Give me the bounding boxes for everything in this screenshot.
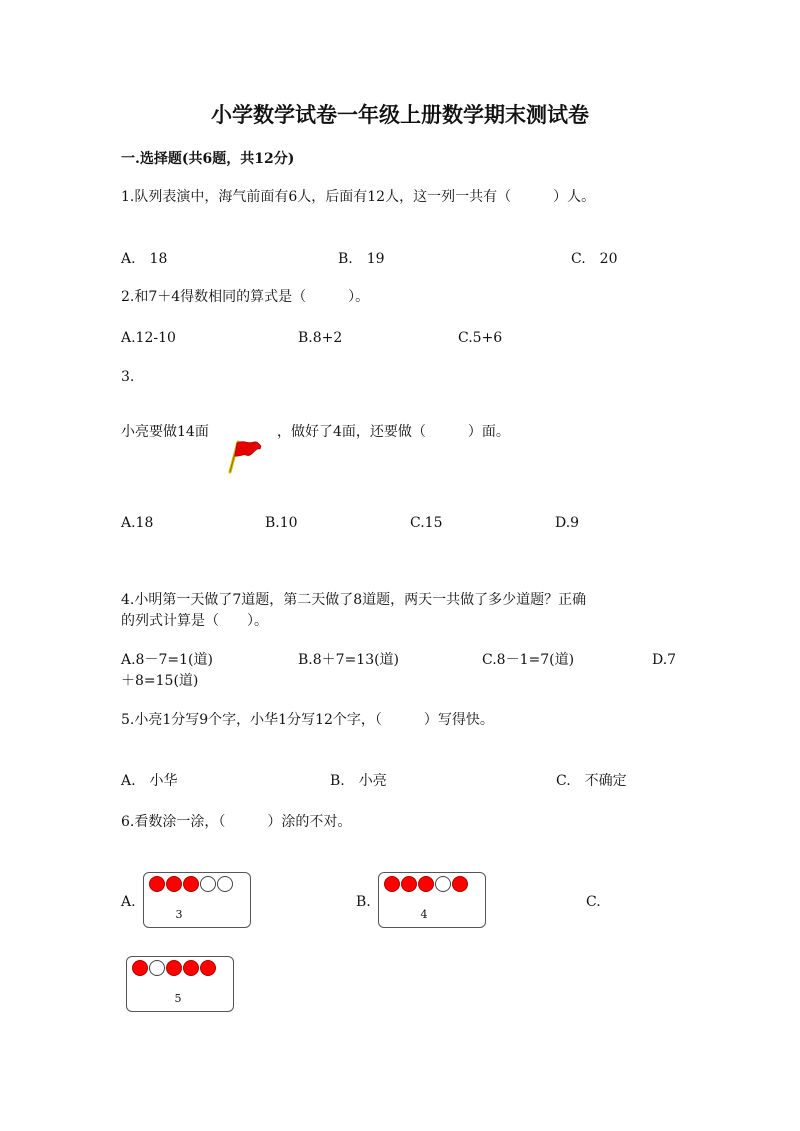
- dot-row-a: [149, 876, 233, 892]
- question-6-option-b[interactable]: B.: [356, 894, 371, 910]
- counting-box-c: [126, 956, 234, 1012]
- question-3-option-c[interactable]: C.15: [410, 515, 443, 531]
- filled-dot: [384, 876, 400, 892]
- filled-dot: [183, 876, 199, 892]
- counting-box-a: [143, 872, 251, 928]
- question-2-option-b[interactable]: B.8+2: [298, 330, 343, 346]
- counting-box-number: 5: [174, 992, 182, 1005]
- question-2-text: 2.和7＋4得数相同的算式是（ ）。: [121, 289, 370, 305]
- question-1-option-b[interactable]: B. 19: [338, 251, 385, 267]
- dot-row-c: [132, 960, 216, 976]
- counting-box-number: 4: [420, 908, 428, 921]
- question-6-option-a[interactable]: A.: [121, 894, 136, 910]
- question-3-option-b[interactable]: B.10: [265, 515, 298, 531]
- question-3-option-a[interactable]: A.18: [121, 515, 154, 531]
- question-4-option-d-continued: ＋8=15(道): [121, 673, 199, 689]
- question-6-text: 6.看数涂一涂，（ ）涂的不对。: [121, 814, 352, 830]
- question-4-option-c[interactable]: C.8－1=7(道): [482, 652, 575, 668]
- question-4-text-line2: 的列式计算是（ ）。: [121, 613, 268, 629]
- filled-dot: [132, 960, 148, 976]
- filled-dot: [149, 876, 165, 892]
- question-4-text-line1: 4.小明第一天做了7道题，第二天做了8道题，两天一共做了多少道题？正确: [121, 592, 587, 608]
- question-2-option-c[interactable]: C.5+6: [458, 330, 503, 346]
- question-3-text-before: 小亮要做14面: [121, 424, 209, 440]
- page-title: 小学数学试卷一年级上册数学期末测试卷: [211, 102, 589, 127]
- question-2-option-a[interactable]: A.12-10: [121, 330, 176, 346]
- filled-dot: [452, 876, 468, 892]
- question-4-option-b[interactable]: B.8＋7=13(道): [298, 652, 400, 668]
- filled-dot: [200, 960, 216, 976]
- question-3-number: 3.: [121, 369, 135, 385]
- question-4-option-d[interactable]: D.7: [652, 652, 677, 668]
- filled-dot: [166, 876, 182, 892]
- question-4-option-a[interactable]: A.8－7=1(道): [121, 652, 213, 668]
- dot-row-b: [384, 876, 468, 892]
- question-5-text: 5.小亮1分写9个字，小华1分写12个字，（ ）写得快。: [121, 712, 494, 728]
- filled-dot: [418, 876, 434, 892]
- empty-dot: [200, 876, 216, 892]
- red-flag-icon: [224, 436, 264, 474]
- question-3-text-after: ，做好了4面，还要做（ ）面。: [277, 424, 510, 440]
- question-6-option-c[interactable]: C.: [586, 894, 601, 910]
- question-5-option-c[interactable]: C. 不确定: [556, 773, 627, 789]
- question-1-text: 1.队列表演中，海气前面有6人，后面有12人，这一列一共有（ ）人。: [121, 189, 596, 205]
- section-heading: 一.选择题(共6题，共12分): [121, 151, 295, 167]
- filled-dot: [166, 960, 182, 976]
- empty-dot: [435, 876, 451, 892]
- empty-dot: [217, 876, 233, 892]
- counting-box-number: 3: [175, 908, 183, 921]
- counting-box-b: [378, 872, 486, 928]
- question-5-option-b[interactable]: B. 小亮: [330, 773, 387, 789]
- filled-dot: [401, 876, 417, 892]
- question-1-option-a[interactable]: A. 18: [121, 251, 168, 267]
- question-1-option-c[interactable]: C. 20: [571, 251, 618, 267]
- empty-dot: [149, 960, 165, 976]
- question-3-option-d[interactable]: D.9: [555, 515, 580, 531]
- filled-dot: [183, 960, 199, 976]
- question-5-option-a[interactable]: A. 小华: [121, 773, 178, 789]
